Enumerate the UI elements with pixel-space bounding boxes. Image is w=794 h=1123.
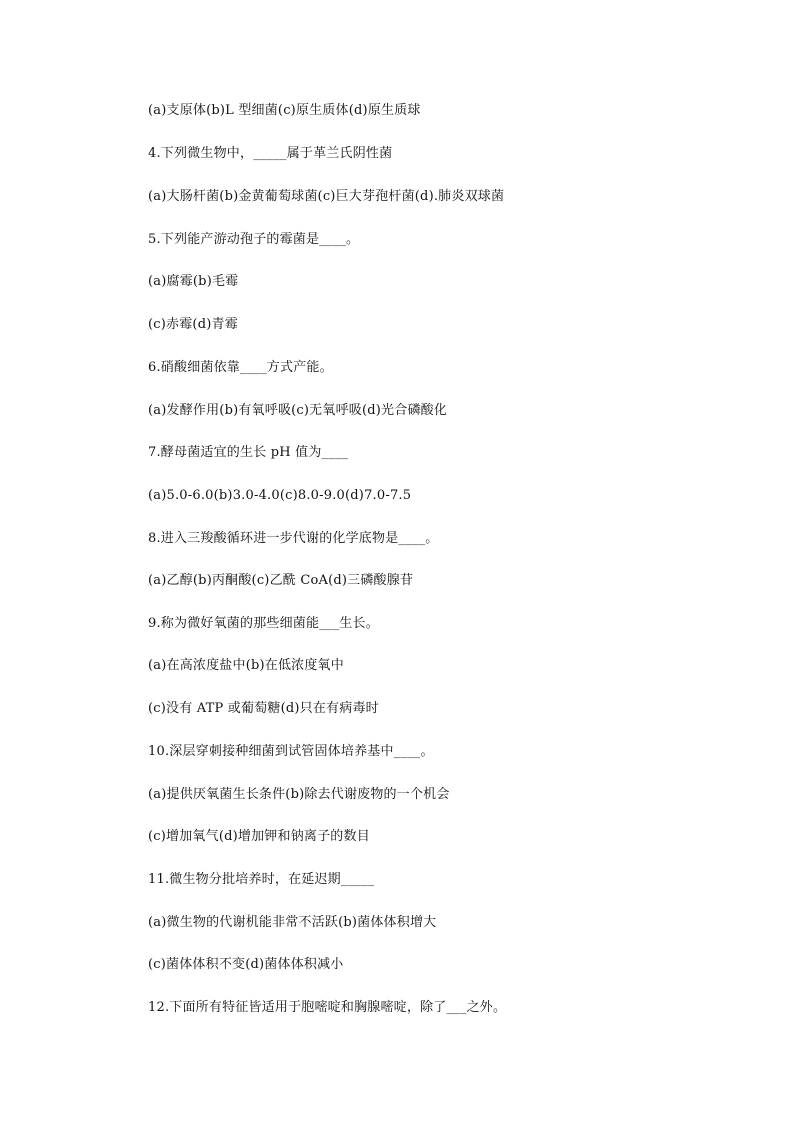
option-line-q11-b: (c)菌体体积不变(d)菌体体积减小: [148, 957, 344, 972]
question-8: 8.进入三羧酸循环进一步代谢的化学底物是____。: [148, 531, 439, 546]
question-5: 5.下列能产游动孢子的霉菌是____。: [148, 232, 360, 247]
option-line-q10-b: (c)增加氧气(d)增加钾和钠离子的数目: [148, 829, 370, 844]
option-line-q6: (a)发酵作用(b)有氧呼吸(c)无氧呼吸(d)光合磷酸化: [148, 403, 448, 418]
option-line-q11-a: (a)微生物的代谢机能非常不活跃(b)菌体体积增大: [148, 915, 437, 930]
option-line-q8: (a)乙醇(b)丙酮酸(c)乙酰 CoA(d)三磷酸腺苷: [148, 573, 414, 588]
option-line-q4: (a)大肠杆菌(b)金黄葡萄球菌(c)巨大芽孢杆菌(d).肺炎双球菌: [148, 189, 505, 204]
option-line-q7: (a)5.0-6.0(b)3.0-4.0(c)8.0-9.0(d)7.0-7.5: [148, 488, 412, 503]
option-line-q5-b: (c)赤霉(d)青霉: [148, 317, 238, 332]
question-12: 12.下面所有特征皆适用于胞嘧啶和胸腺嘧啶，除了___之外。: [148, 1000, 507, 1015]
question-11: 11.微生物分批培养时，在延迟期_____: [148, 872, 375, 887]
option-line-q10-a: (a)提供厌氧菌生长条件(b)除去代谢废物的一个机会: [148, 787, 450, 802]
question-6: 6.硝酸细菌依靠____方式产能。: [148, 360, 333, 375]
option-line-q3: (a)支原体(b)L 型细菌(c)原生质体(d)原生质球: [148, 103, 421, 118]
option-line-q9-a: (a)在高浓度盐中(b)在低浓度氧中: [148, 658, 344, 673]
option-line-q5-a: (a)腐霉(b)毛霉: [148, 274, 239, 289]
question-9: 9.称为微好氧菌的那些细菌能___生长。: [148, 616, 379, 631]
question-10: 10.深层穿刺接种细菌到试管固体培养基中____。: [148, 744, 434, 759]
option-line-q9-b: (c)没有 ATP 或葡萄糖(d)只在有病毒时: [148, 701, 379, 716]
question-4: 4.下列微生物中，_____属于革兰氏阴性菌: [148, 146, 393, 161]
question-7: 7.酵母菌适宜的生长 pH 值为____: [148, 445, 349, 460]
